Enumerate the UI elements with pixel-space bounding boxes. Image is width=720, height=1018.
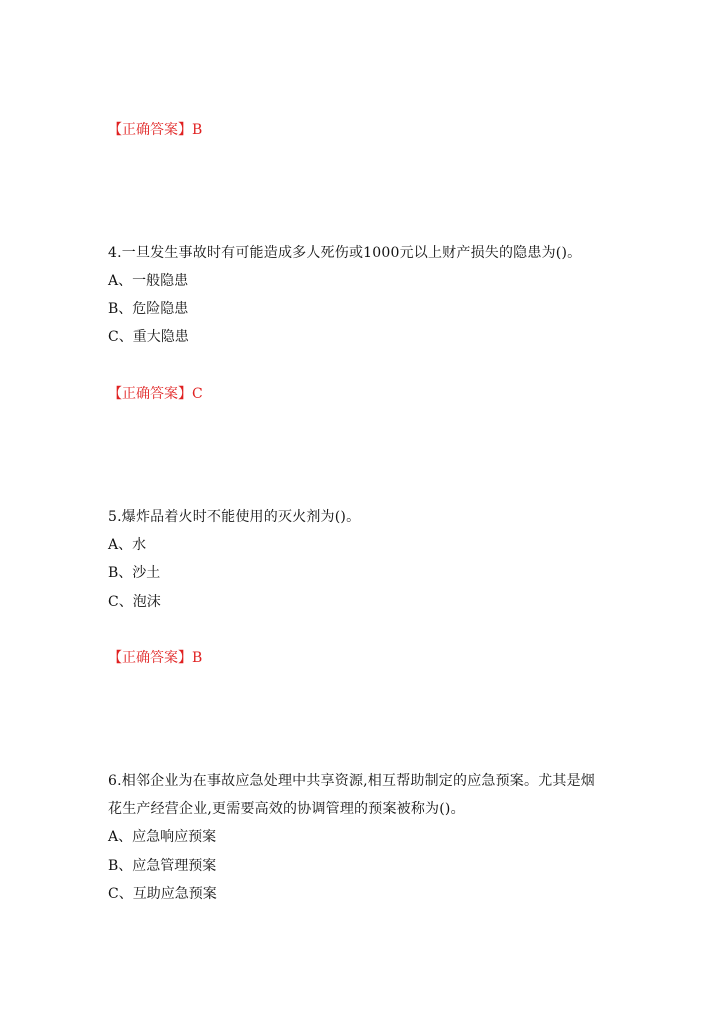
question-4-option-b: B、危险隐患 bbox=[108, 301, 189, 317]
question-5-text: 5.爆炸品着火时不能使用的灭火剂为()。 bbox=[108, 509, 361, 525]
question-6-option-a: A、应急响应预案 bbox=[108, 829, 217, 845]
question-4-text: 4.一旦发生事故时有可能造成多人死伤或1000元以上财产损失的隐患为()。 bbox=[108, 245, 582, 261]
answer-label-3: 【正确答案】B bbox=[108, 122, 203, 138]
answer-label-5: 【正确答案】B bbox=[108, 650, 203, 666]
question-5-option-a: A、水 bbox=[108, 537, 147, 553]
question-6-text-line2: 花生产经营企业,更需要高效的协调管理的预案被称为()。 bbox=[108, 801, 465, 817]
question-6-text-line1: 6.相邻企业为在事故应急处理中共享资源,相互帮助制定的应急预案。尤其是烟 bbox=[108, 773, 596, 789]
question-6-option-b: B、应急管理预案 bbox=[108, 858, 217, 874]
question-5-option-c: C、泡沫 bbox=[108, 594, 161, 610]
question-4-option-c: C、重大隐患 bbox=[108, 329, 189, 345]
question-6-option-c: C、互助应急预案 bbox=[108, 886, 217, 902]
question-5-option-b: B、沙土 bbox=[108, 565, 161, 581]
question-4-option-a: A、一般隐患 bbox=[108, 273, 189, 289]
answer-label-4: 【正确答案】C bbox=[108, 386, 203, 402]
